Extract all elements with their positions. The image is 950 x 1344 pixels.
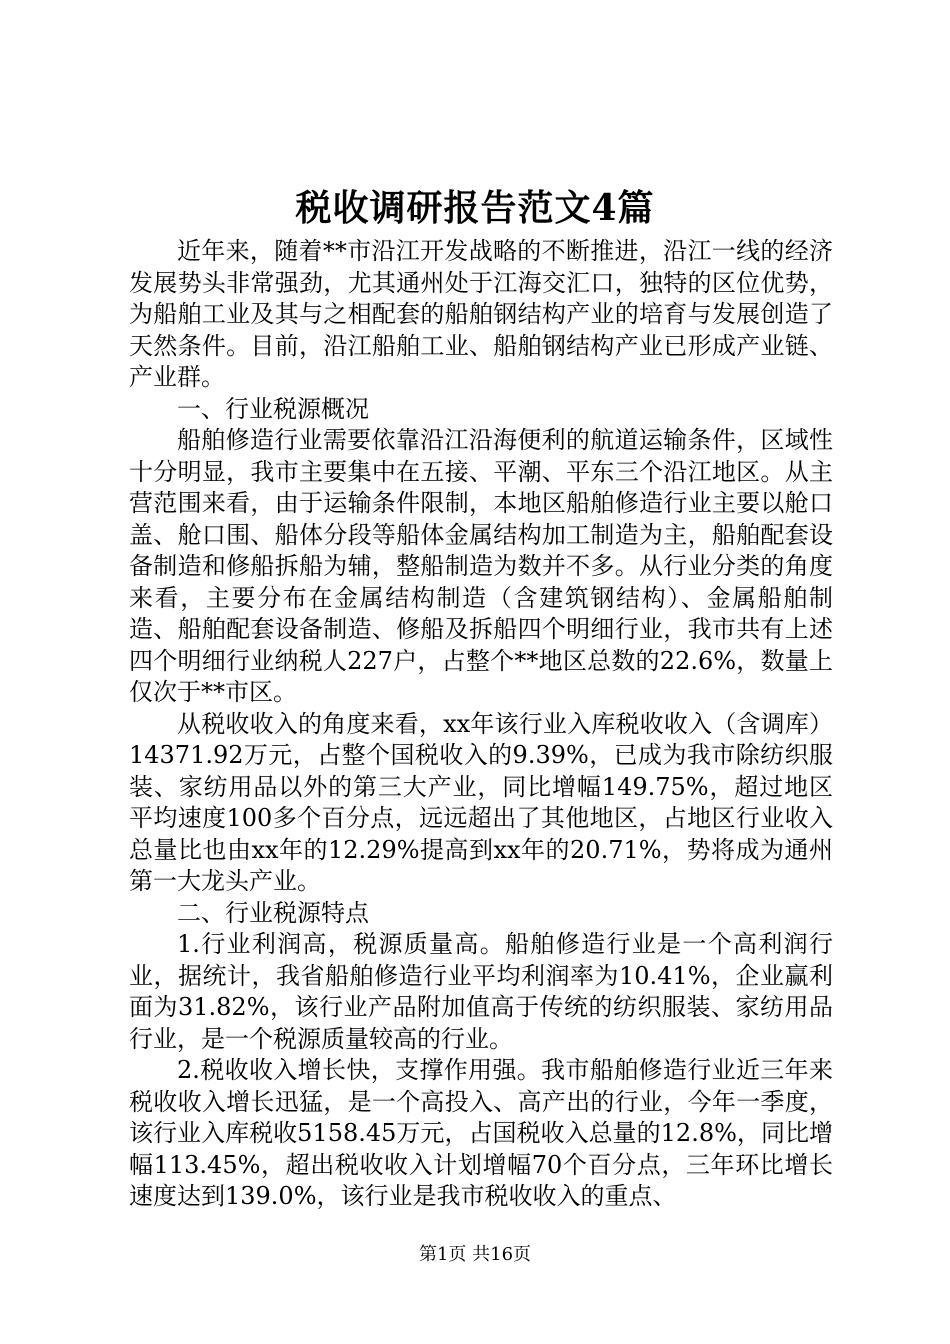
body-paragraph: 从税收收入的角度来看，xx年该行业入库税收收入（含调库）14371.92万元，占整个国税收入的9.39%，已成为我市除纺织服装、家纺用品以外的第三大产业，同比增幅149.75%，超过地区平均速度100多个百分点，远远超出了其他地区，占地区行业收入总量比也由xx年的12.29%提高到xx年的20.71%，势将成为通州第一大龙头产业。 [129,709,833,895]
body-paragraph: 船舶修造行业需要依靠沿江沿海便利的航道运输条件，区域性十分明显，我市主要集中在五接、平潮、平东三个沿江地区。从主营范围来看，由于运输条件限制，本地区船舶修造行业主要以舱口盖、舱口围、船体分段等船体金属结构加工制造为主，船舶配套设备制造和修船拆船为辅，整船制造为数并不多。从行业分类的角度来看，主要分布在金属结构制造（含建筑钢结构）、金属船舶制造、船舶配套设备制造、修船及拆船四个明细行业，我市共有上述四个明细行业纳税人227户，占整个**地区总数的22.6%，数量上仅次于**市区。 [129,426,833,706]
document-body [129,236,833,1213]
document-title: 税收调研报告范文4篇 [295,187,655,229]
section-heading-2: 二、行业税源特点 [177,898,369,927]
page-footer: 第1页 共16页 [418,1244,532,1265]
body-paragraph: 2.税收收入增长快，支撑作用强。我市船舶修造行业近三年来税收收入增长迅猛，是一个高投入、高产出的行业，今年一季度，该行业入库税收5158.45万元，占国税收入总量的12.8%，同比增幅113.45%，超出税收收入计划增幅70个百分点，三年环比增长速度达到139.0%，该行业是我市税收收入的重点、 [129,1056,833,1210]
intro-paragraph: 近年来，随着**市沿江开发战略的不断推进，沿江一线的经济发展势头非常强劲，尤其通州处于江海交汇口，独特的区位优势，为船舶工业及其与之相配套的船舶钢结构产业的培育与发展创造了天然条件。目前，沿江船舶工业、船舶钢结构产业已形成产业链、产业群。 [129,237,833,391]
section-heading-1: 一、行业税源概况 [177,394,369,423]
body-paragraph: 1.行业利润高，税源质量高。船舶修造行业是一个高利润行业，据统计，我省船舶修造行业平均利润率为10.41%，企业赢利面为31.82%，该行业产品附加值高于传统的纺织服装、家纺用品行业，是一个税源质量较高的行业。 [129,930,833,1053]
